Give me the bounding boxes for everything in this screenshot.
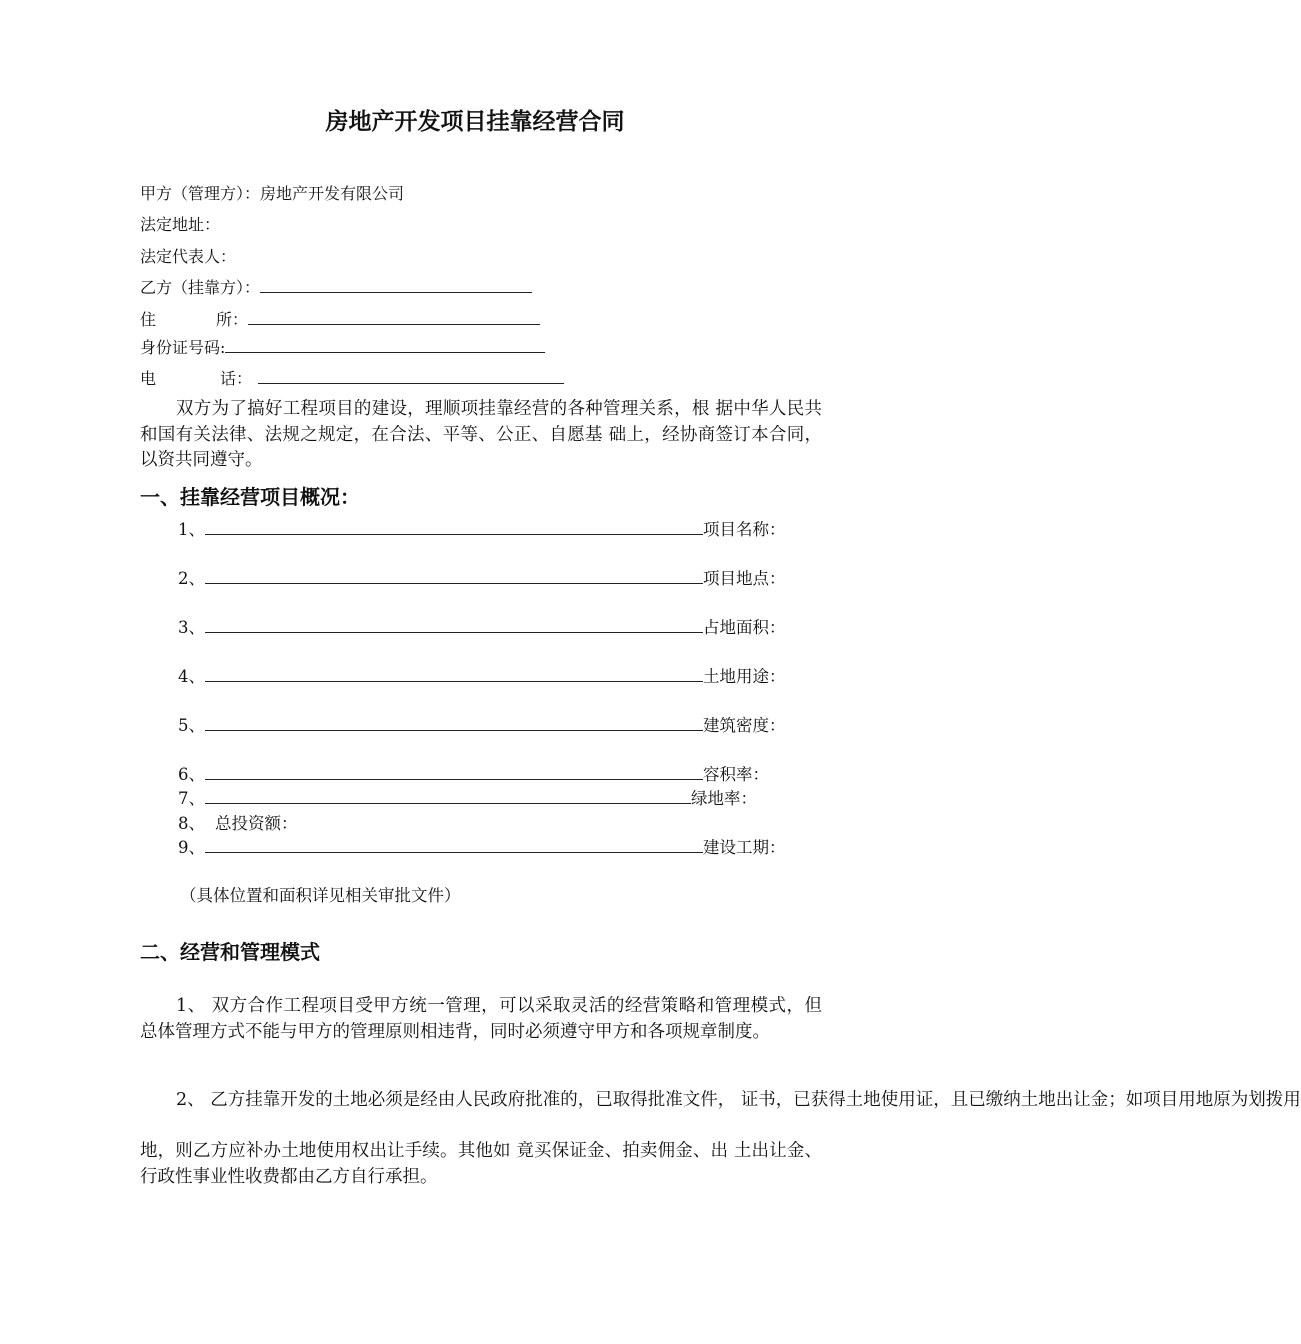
- item-7-label: 绿地率：: [691, 789, 757, 808]
- item-9-num: 9、: [178, 838, 205, 857]
- section2-paragraph-1: 1、 双方合作工程项目受甲方统一管理，可以采取灵活的经营策略和管理模式，但总体管理方式不能与甲方的管理原则相违背，同时必须遵守甲方和各项规章制度。: [140, 996, 822, 1042]
- item-9: [178, 837, 786, 859]
- item-2-blank[interactable]: [205, 569, 703, 584]
- section2-heading: 二、经营和管理模式: [140, 940, 320, 964]
- item-3-blank[interactable]: [205, 618, 703, 633]
- item-4-num: 4、: [178, 667, 205, 686]
- item-2: [178, 568, 786, 590]
- item-1: [178, 519, 786, 541]
- document-title: 房地产开发项目挂靠经营合同: [325, 109, 625, 135]
- legal-address-label: 法定地址：: [140, 215, 221, 234]
- item-5-label: 建筑密度：: [703, 716, 786, 735]
- item-1-num: 1、: [178, 520, 205, 539]
- item-6: [178, 764, 769, 786]
- item-8: [178, 813, 298, 835]
- item-3-num: 3、: [178, 618, 205, 637]
- item-1-label: 项目名称：: [703, 520, 786, 539]
- section2-paragraph-2-line-2: 地，则乙方应补办土地使用权出让手续。其他如 竟买保证金、拍卖佣金、出 土出让金、行政性事业性收费都由乙方自行承担。: [140, 1141, 822, 1187]
- item-4-label: 土地用途：: [703, 667, 786, 686]
- phone-line: [140, 369, 564, 389]
- section2-paragraph-2-line-1: 2、 乙方挂靠开发的土地必须是经由人民政府批准的，已取得批准文件， 证书，已获得土地使用证，且已缴纳土地出让金；如项目用地原为划拨用: [176, 1090, 1301, 1110]
- residence-label-1: 住: [140, 310, 157, 329]
- phone-label-1: 电: [140, 369, 157, 388]
- item-6-num: 6、: [178, 765, 205, 784]
- party-b-label: 乙方（挂靠方）：: [140, 278, 261, 297]
- party-a-text: 甲方（管理方）：房地产开发有限公司: [140, 184, 405, 203]
- item-3: [178, 617, 786, 639]
- item-6-label: 容积率：: [703, 765, 769, 784]
- id-number-line: [140, 338, 545, 358]
- legal-rep-line: [140, 247, 236, 267]
- id-number-blank[interactable]: [225, 338, 545, 353]
- item-7-num: 7、: [178, 789, 205, 808]
- party-b-blank[interactable]: [260, 278, 532, 293]
- legal-rep-label: 法定代表人：: [140, 247, 237, 266]
- item-9-blank[interactable]: [205, 838, 703, 853]
- item-8-label: 总投资额：: [215, 814, 298, 833]
- residence-label-2: 所：: [216, 310, 249, 329]
- residence-blank[interactable]: [248, 310, 540, 325]
- phone-label-2: 话：: [220, 369, 253, 388]
- item-6-blank[interactable]: [205, 765, 703, 780]
- party-a-line: [140, 184, 404, 204]
- party-b-line: [140, 278, 532, 298]
- item-7-blank[interactable]: [205, 789, 691, 804]
- item-2-label: 项目地点：: [703, 569, 786, 588]
- item-5-blank[interactable]: [205, 716, 703, 731]
- section1-heading: 一、挂靠经营项目概况：: [140, 485, 360, 509]
- item-1-blank[interactable]: [205, 520, 703, 535]
- phone-blank[interactable]: [258, 369, 564, 384]
- legal-address-line: [140, 215, 220, 235]
- item-9-label: 建设工期：: [703, 838, 786, 857]
- item-4: [178, 666, 786, 688]
- item-3-label: 占地面积：: [703, 618, 786, 637]
- item-7: [178, 788, 757, 810]
- item-2-num: 2、: [178, 569, 205, 588]
- item-4-blank[interactable]: [205, 667, 703, 682]
- item-8-num: 8、: [178, 814, 205, 833]
- item-5-num: 5、: [178, 716, 205, 735]
- residence-line: [140, 310, 540, 330]
- item-5: [178, 715, 786, 737]
- intro-paragraph: 双方为了搞好工程项目的建设，理顺项挂靠经营的各种管理关系，根 据中华人民共和国有关法律、法规之规定，在合法、平等、公正、自愿基 础上，经协商签订本合同，以资共同遵守。: [140, 399, 822, 470]
- id-number-label: 身份证号码:: [140, 338, 226, 357]
- section1-note: （具体位置和面积详见相关审批文件）: [180, 886, 461, 905]
